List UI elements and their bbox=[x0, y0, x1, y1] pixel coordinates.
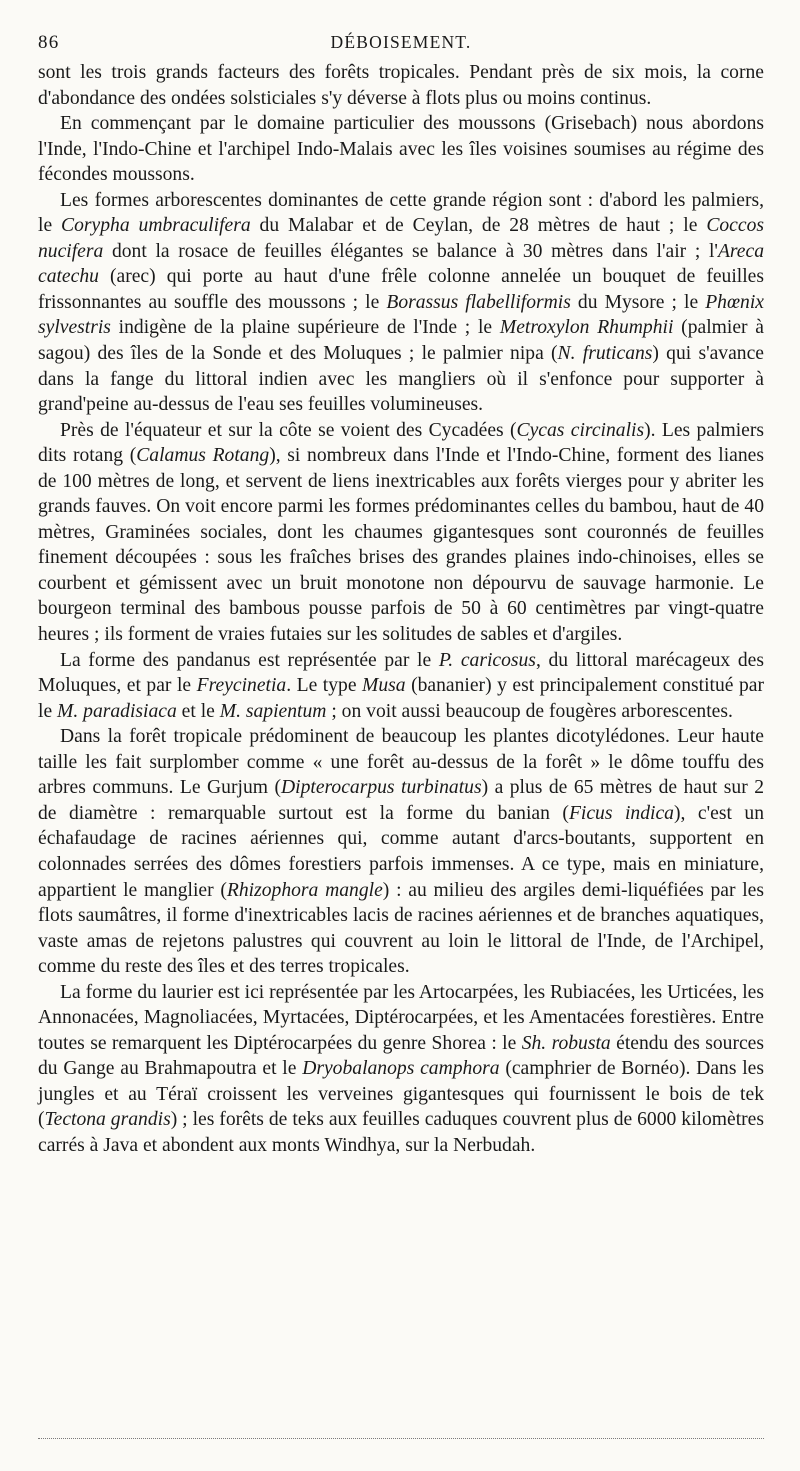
species-name: Coccos nucifera bbox=[38, 215, 764, 262]
species-name: Freycinetia bbox=[196, 675, 287, 697]
paragraph bbox=[38, 724, 764, 979]
text-run: sont les trois grands facteurs des forêts tropicales. Pendant près de six mois, la corne d'abondance des ondées solsticiales s'y déverse à flots plus ou moins continus. bbox=[38, 62, 764, 109]
text-run: En commençant par le domaine particulier des moussons (Grisebach) nous abordons l'Inde, l'Indo-Chine et l'archipel Indo-Malais avec les îles voisines soumises au régime des fécondes moussons. bbox=[38, 113, 764, 186]
page-number: 86 bbox=[38, 32, 60, 53]
species-name: P. caricosus bbox=[438, 649, 536, 671]
species-name: Corypha umbraculifera bbox=[61, 215, 251, 237]
species-name: Sh. robusta bbox=[521, 1032, 611, 1054]
species-name: Borassus flabelliformis bbox=[386, 291, 571, 313]
text-run: Les formes arborescentes dominantes de cette grande région sont : d'abord les palmiers, le bbox=[38, 189, 764, 237]
species-name: N. fruticans bbox=[557, 343, 653, 365]
text-run: du Mysore ; le bbox=[570, 291, 706, 313]
text-run: ; on voit aussi beaucoup de fougères arborescentes. bbox=[326, 700, 733, 722]
text-run: , du littoral marécageux des Moluques, et par le bbox=[38, 649, 764, 697]
species-name: Calamus Rotang bbox=[136, 445, 270, 467]
book-page bbox=[38, 28, 764, 1159]
paragraph bbox=[38, 648, 764, 725]
text-run: ) ; les forêts de teks aux feuilles caduques couvrent plus de 6000 kilomètres carrés à Java et abondent aux monts Windhya, sur la Nerbudah. bbox=[38, 1109, 764, 1156]
text-run: ), c'est un échafaudage de racines aériennes qui, comme autant d'arcs-boutants, supportent en colonnades serrées des dômes forestiers parfois immenses. A ce type, mais en miniature, appartient le manglier ( bbox=[38, 802, 764, 901]
text-run: et le bbox=[176, 700, 220, 722]
running-head bbox=[38, 28, 764, 60]
species-name: Rhizophora mangle bbox=[226, 879, 383, 901]
text-run: du Malabar et de Ceylan, de 28 mètres de haut ; le bbox=[250, 215, 707, 237]
paragraph bbox=[38, 60, 764, 111]
text-run: ) qui s'avance dans la fange du littoral indien avec les mangliers où il s'enfonce pour supporter à grand'peine au-dessus de l'eau ses feuilles volumineuses. bbox=[38, 343, 764, 416]
paragraph bbox=[38, 111, 764, 188]
species-name: M. sapientum bbox=[219, 700, 327, 722]
species-name: Ficus indica bbox=[568, 802, 674, 824]
paragraph bbox=[38, 188, 764, 418]
species-name: Musa bbox=[362, 675, 406, 697]
text-run: ) : au milieu des argiles demi-liquéfiées par les flots saumâtres, il forme d'inextricables lacis de racines aériennes et de branches aquatiques, vaste amas de rejetons palustres qui couvrent au loin le littoral de l'Inde, de l'Archipel, comme du reste des îles et des terres tropicales. bbox=[38, 879, 764, 978]
species-name: Phœnix sylvestris bbox=[38, 291, 764, 339]
text-run: indigène de la plaine supérieure de l'Inde ; le bbox=[110, 317, 500, 339]
text-run: dont la rosace de feuilles élégantes se balance à 30 mètres dans l'air ; l' bbox=[103, 240, 718, 262]
species-name: Dryobalanops camphora bbox=[302, 1058, 500, 1080]
text-run: ). Les palmiers dits rotang ( bbox=[38, 419, 765, 467]
text-run: (palmier à sagou) des îles de la Sonde et des Moluques ; le palmier nipa ( bbox=[38, 317, 764, 365]
species-name: M. paradisiaca bbox=[57, 700, 177, 722]
footer-dotted-rule bbox=[38, 1438, 764, 1439]
text-run: étendu des sources du Gange au Brahmapoutra et le bbox=[38, 1032, 765, 1080]
text-run: La forme du laurier est ici représentée par les Artocarpées, les Rubiacées, les Urticées, les Annonacées, Magnoliacées, Myrtacées, Diptérocarpées, et les Amentacées forestières. Entre toutes se remarquent les Diptérocarpées du genre Shorea : le bbox=[38, 981, 764, 1054]
text-run: ) a plus de 65 mètres de haut sur 2 de diamètre : remarquable surtout est la forme du banian ( bbox=[38, 777, 764, 824]
species-name: Areca catechu bbox=[38, 240, 764, 288]
page-title: DÉBOISEMENT. bbox=[330, 32, 472, 52]
text-run: . Le type bbox=[286, 675, 363, 697]
species-name: Cycas circinalis bbox=[516, 419, 645, 441]
body-text bbox=[38, 60, 764, 1159]
text-run: (camphrier de Bornéo). Dans les jungles et au Téraï croissent les verveines gigantesques qui fournissent le bois de tek ( bbox=[38, 1058, 764, 1131]
text-run: La forme des pandanus est représentée par le bbox=[60, 649, 439, 671]
text-run: Près de l'équateur et sur la côte se voient des Cycadées ( bbox=[60, 419, 517, 441]
paragraph bbox=[38, 418, 764, 648]
species-name: Metroxylon Rhumphii bbox=[499, 317, 674, 339]
text-run: (arec) qui porte au haut d'une frêle colonne annelée un bouquet de feuilles frissonnantes au souffle des moussons ; le bbox=[38, 266, 764, 313]
text-run: Dans la forêt tropicale prédominent de beaucoup les plantes dicotylédones. Leur haute taille les fait surplomber comme « une forêt au-dessus de la forêt » le dôme touffu des arbres communs. Le Gurjum ( bbox=[38, 726, 764, 799]
species-name: Tectona grandis bbox=[44, 1109, 171, 1131]
text-run: ), si nombreux dans l'Inde et l'Indo-Chine, forment des lianes de 100 mètres de long, et servent de liens inextricables aux forêts vierges pour y abriter les grands fauves. On voit encore parmi les formes prédominantes celles du bambou, haut de 40 mètres, Graminées sociales, dont les chaumes gigantesques sont couronnés de feuilles finement découpées : sous les fraîches brises des grandes plaines indo-chinoises, elles se courbent et gémissent avec un bruit monotone non dépourvu de sauvage harmonie. Le bourgeon terminal des bambous pousse parfois de 50 à 60 centimètres par vingt-quatre heures ; ils forment de vraies futaies sur les solitudes de sables et d'argiles. bbox=[38, 445, 764, 646]
species-name: Dipterocarpus turbinatus bbox=[280, 777, 482, 799]
paragraph bbox=[38, 980, 764, 1159]
text-run: (bananier) y est principalement constitué par le bbox=[38, 675, 764, 722]
